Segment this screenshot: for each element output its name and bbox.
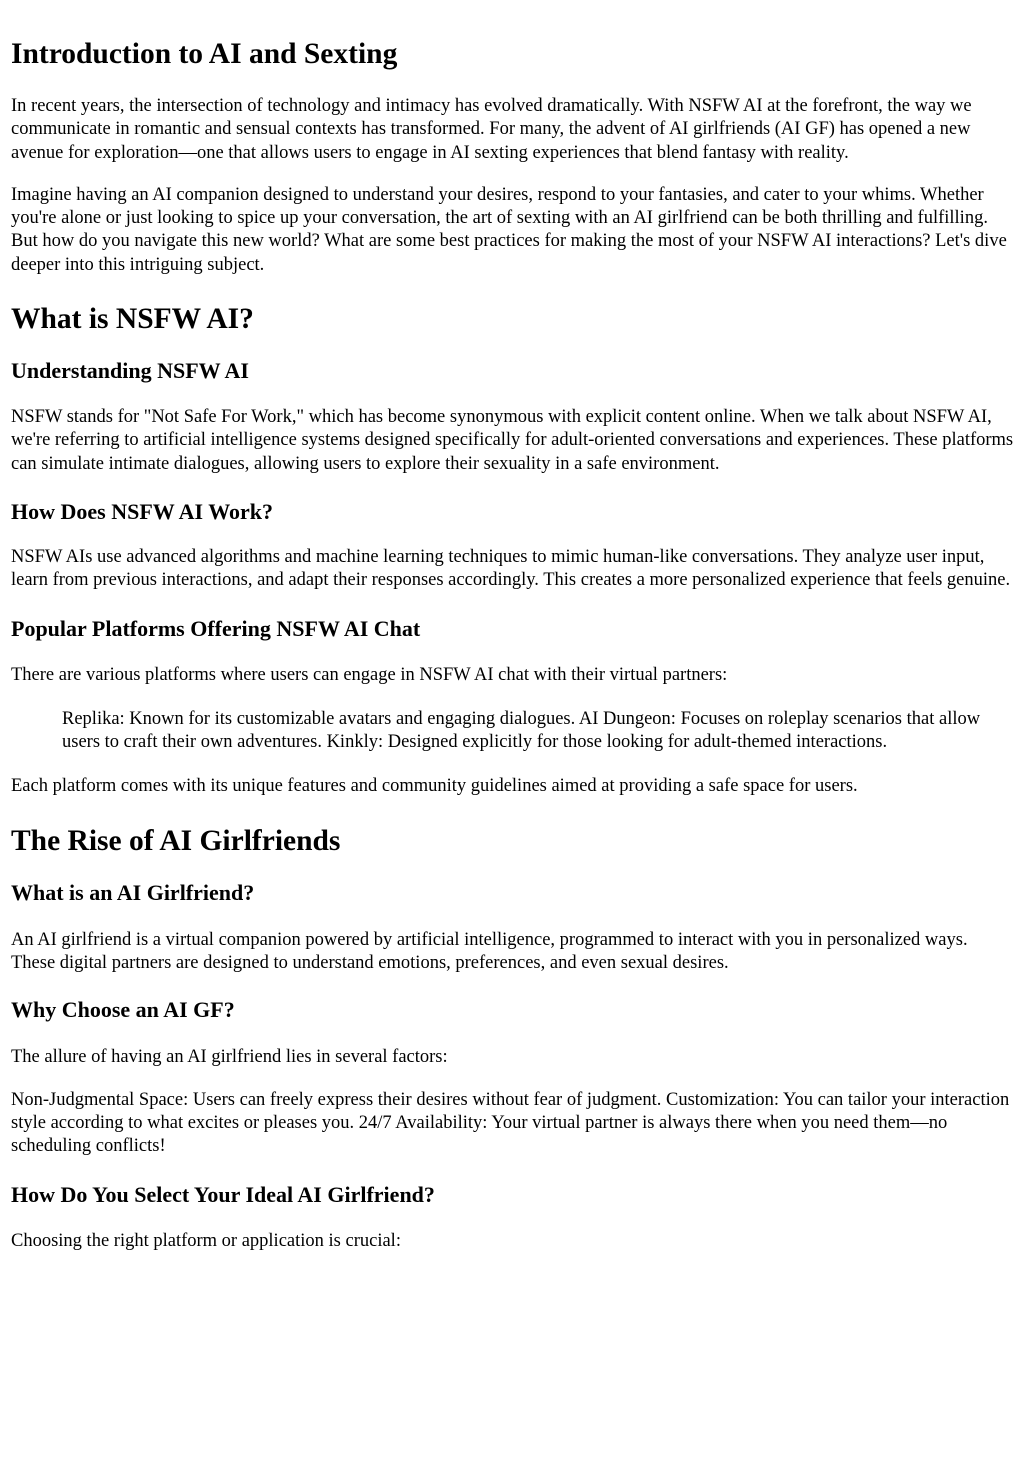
understanding-paragraph: NSFW stands for "Not Safe For Work," which has become synonymous with explicit content online. When we talk about NSFW AI, we're referring to artificial intelligence systems designed specifically for adult-oriented conversations and experiences. These platforms can simulate intimate dialogues, allowing users to explore their sexuality in a safe environment. xyxy=(11,407,1014,474)
select-paragraph: Choosing the right platform or application is crucial: xyxy=(11,1230,401,1251)
platforms-outro-paragraph: Each platform comes with its unique features and community guidelines aimed at providing a safe space for users. xyxy=(11,776,858,797)
heading-what-is-nsfw-ai: What is NSFW AI? xyxy=(11,303,254,336)
why-gf-factors-paragraph: Non-Judgmental Space: Users can freely express their desires without fear of judgment. Customization: You can tailor your interaction style according to what excites or pleases you. 24/7 Availability: Your virtual partner is always there when you need them—no scheduling conflicts! xyxy=(11,1089,1010,1157)
why-gf-intro-paragraph: The allure of having an AI girlfriend lies in several factors: xyxy=(11,1047,448,1068)
heading-rise-of-ai-girlfriends: The Rise of AI Girlfriends xyxy=(11,824,341,857)
subheading-popular-platforms: Popular Platforms Offering NSFW AI Chat xyxy=(11,615,421,641)
subheading-what-is-ai-girlfriend: What is an AI Girlfriend? xyxy=(11,879,255,905)
subheading-understanding-nsfw-ai: Understanding NSFW AI xyxy=(11,358,249,384)
intro-paragraph-1: In recent years, the intersection of technology and intimacy has evolved dramatically. With NSFW AI at the forefront, the way we communicate in romantic and sensual contexts has transformed. For many, the advent of AI girlfriends (AI GF) has opened a new avenue for exploration—one that allows users to engage in AI sexting experiences that blend fantasy with reality. xyxy=(11,96,972,163)
how-works-paragraph: NSFW AIs use advanced algorithms and machine learning techniques to mimic human-like conversations. They analyze user input, learn from previous interactions, and adapt their responses accordingly. This creates a more personalized experience that feels genuine. xyxy=(11,546,1011,591)
subheading-why-choose-ai-gf: Why Choose an AI GF? xyxy=(11,997,235,1023)
subheading-select-ideal-ai-girlfriend: How Do You Select Your Ideal AI Girlfriend? xyxy=(11,1181,435,1207)
subheading-how-nsfw-ai-works: How Does NSFW AI Work? xyxy=(11,498,274,524)
heading-introduction: Introduction to AI and Sexting xyxy=(11,38,398,70)
article xyxy=(11,36,1014,1253)
platforms-intro-paragraph: There are various platforms where users can engage in NSFW AI chat with their virtual partners: xyxy=(11,664,728,685)
platforms-blockquote: Replika: Known for its customizable avatars and engaging dialogues. AI Dungeon: Focuses on roleplay scenarios that allow users to craft their own adventures. Kinkly: Designed explicitly for those looking for adult-themed interactions. xyxy=(62,708,981,753)
what-gf-paragraph: An AI girlfriend is a virtual companion powered by artificial intelligence, programmed to interact with you in personalized ways. These digital partners are designed to understand emotions, preferences, and even sexual desires. xyxy=(11,929,968,974)
intro-paragraph-2: Imagine having an AI companion designed to understand your desires, respond to your fantasies, and cater to your whims. Whether you're alone or just looking to spice up your conversation, the art of sexting with an AI girlfriend can be both thrilling and fulfilling. But how do you navigate this new world? What are some best practices for making the most of your NSFW AI interactions? Let's dive deeper into this intriguing subject. xyxy=(11,184,1007,275)
